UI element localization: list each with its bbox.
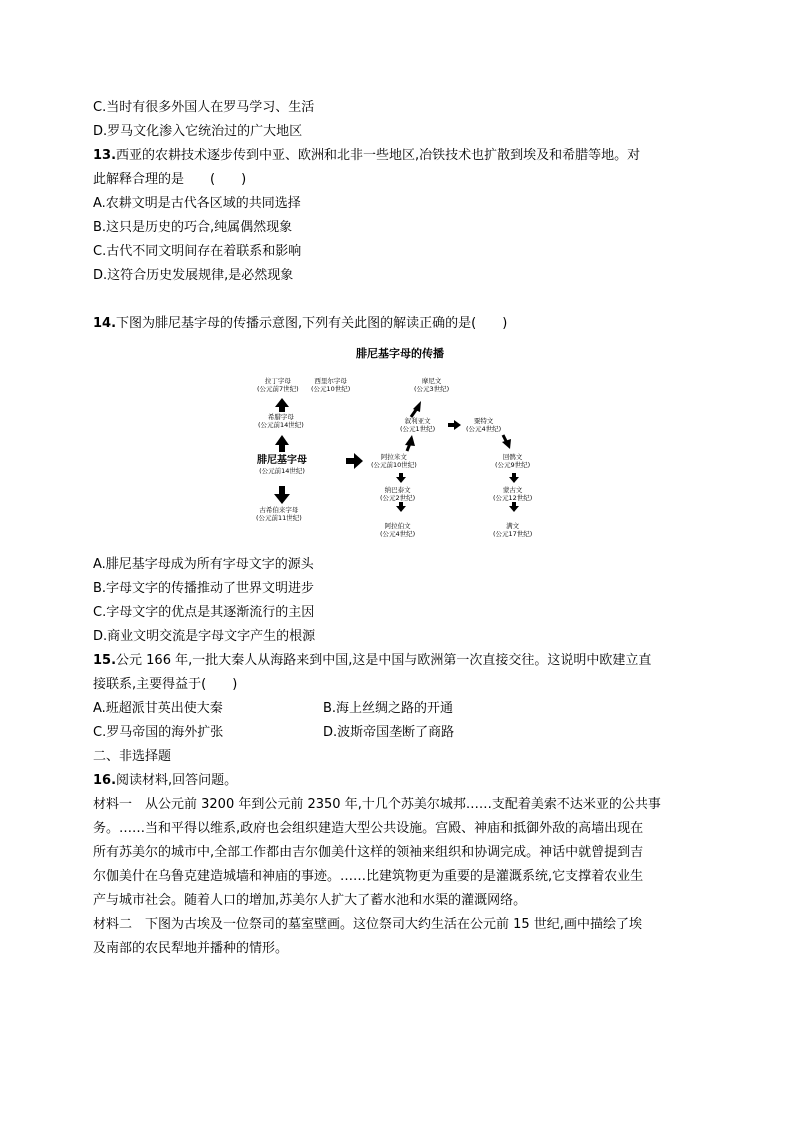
- arrow-to-aramaic-shaft: [346, 458, 355, 464]
- arrow-to-latin: [275, 398, 289, 407]
- arrow-to-aramaic: [354, 453, 363, 469]
- node-manchu: 满文 (公元17世纪): [493, 522, 533, 538]
- arrow-to-sogdian-shaft: [448, 423, 455, 427]
- q15-stem-text: 公元 166 年,一批大秦人从海路来到中国,这是中国与欧洲第一次直接交往。这说明中欧建立直: [116, 653, 652, 668]
- q14-option-a: A.腓尼基字母成为所有字母文字的源头: [93, 557, 314, 572]
- arrow-to-nabataean: [396, 477, 406, 483]
- q16-stem-text: 阅读材料,回答问题。: [116, 773, 238, 788]
- node-arabic: 阿拉伯文 (公元4世纪): [380, 522, 416, 538]
- diagram-title: 腓尼基字母的传播: [356, 347, 444, 360]
- q13-number: 13.: [93, 148, 117, 163]
- material-1-line: 尔伽美什在乌鲁克建造城墙和神庙的事迹。……比建筑物更为重要的是灌溉系统,它支撑着农业生: [93, 869, 644, 884]
- arrow-to-mongolian: [509, 477, 519, 483]
- node-nabataean: 纳巴泰文 (公元2世纪): [380, 486, 416, 502]
- node-hebrew: 古希伯来字母 (公元前11世纪): [256, 506, 302, 522]
- arrow-to-hebrew: [274, 494, 290, 504]
- q15-option-d: D.波斯帝国垄断了商路: [323, 725, 455, 740]
- material-1: [93, 793, 700, 913]
- arrow-to-greek-shaft: [279, 444, 285, 452]
- arrow-to-arabic: [396, 506, 406, 512]
- node-mongolian: 蒙古文 (公元12世纪): [493, 486, 533, 502]
- material-1-line: 务。……当和平得以维系,政府也会组织建造大型公共设施。宫殿、神庙和抵御外敌的高墙出现在: [93, 821, 644, 836]
- material-1-line: 产与城市社会。随着人口的增加,苏美尔人扩大了蓄水池和水渠的灌溉网络。: [93, 893, 527, 908]
- arrow-to-uyghur: [502, 439, 511, 449]
- q12-option-d: D.罗马文化渗入它统治过的广大地区: [93, 124, 303, 139]
- arrow-to-greek: [275, 435, 289, 445]
- node-sogdian: 粟特文 (公元4世纪): [466, 417, 502, 433]
- arrow-to-sogdian: [454, 420, 461, 430]
- material-2-line: 材料二 下图为古埃及一位祭司的墓室壁画。这位祭司大约生活在公元前 15 世纪,画中描绘了埃: [93, 917, 642, 932]
- q15-number: 15.: [93, 653, 117, 668]
- material-2: [93, 913, 700, 961]
- arrow-to-latin-shaft: [279, 406, 285, 412]
- node-uyghur: 回鹘文 (公元9世纪): [495, 453, 531, 469]
- q15-stem-line1: [93, 649, 651, 673]
- node-cyrillic: 西里尔字母 (公元10世纪): [311, 377, 351, 393]
- q14-stem-text: 下图为腓尼基字母的传播示意图,下列有关此图的解读正确的是( ): [116, 316, 508, 331]
- q14-number: 14.: [93, 316, 117, 331]
- q14-option-c: C.字母文字的优点是其逐渐流行的主因: [93, 605, 315, 620]
- q16-stem: [93, 769, 237, 793]
- q14-option-b: B.字母文字的传播推动了世界文明进步: [93, 581, 315, 596]
- q15-option-b: B.海上丝绸之路的开通: [323, 701, 454, 716]
- node-aramaic: 阿拉米文 (公元前10世纪): [371, 453, 417, 469]
- alphabet-spread-diagram: [255, 345, 545, 545]
- q13-stem-line2: 此解释合理的是 ( ): [93, 172, 247, 187]
- node-phoenician: 腓尼基字母 (公元前14世纪): [257, 455, 307, 475]
- q13-option-a: A.农耕文明是古代各区域的共同选择: [93, 196, 301, 211]
- q13-option-c: C.古代不同文明间存在着联系和影响: [93, 244, 302, 259]
- node-syriac: 叙利亚文 (公元1世纪): [400, 417, 436, 433]
- q12-option-c: C.当时有很多外国人在罗马学习、生活: [93, 100, 315, 115]
- material-1-line: 所有苏美尔的城市中,全部工作都由吉尔伽美什这样的领袖来组织和协调完成。神话中就曾提到吉: [93, 845, 644, 860]
- q13-option-d: D.这符合历史发展规律,是必然现象: [93, 268, 294, 283]
- section-heading: 二、非选择题: [93, 749, 172, 764]
- node-latin: 拉丁字母 (公元前7世纪): [257, 377, 299, 393]
- q16-number: 16.: [93, 773, 117, 788]
- q13-stem-text: 西亚的农耕技术逐步传到中亚、欧洲和北非一些地区,冶铁技术也扩散到埃及和希腊等地。对: [116, 148, 641, 163]
- q14-stem: [93, 312, 507, 336]
- q15-option-c: C.罗马帝国的海外扩张: [93, 725, 224, 740]
- arrow-to-hebrew-shaft: [279, 486, 285, 495]
- node-greek: 希腊字母 (公元前14世纪): [258, 413, 304, 429]
- q15-stem-line2: 接联系,主要得益于( ): [93, 677, 238, 692]
- arrow-to-manchu: [509, 506, 519, 512]
- material-2-line: 及南部的农民犁地并播种的情形。: [93, 941, 289, 956]
- q13-stem-line1: [93, 144, 640, 168]
- q13-option-b: B.这只是历史的巧合,纯属偶然现象: [93, 220, 293, 235]
- material-1-line: 材料一 从公元前 3200 年到公元前 2350 年,十几个苏美尔城邦……支配着美索不达米亚的公共事: [93, 797, 661, 812]
- node-manichaean: 摩尼文 (公元3世纪): [414, 377, 450, 393]
- q15-option-a: A.班超派甘英出使大秦: [93, 701, 223, 716]
- q14-option-d: D.商业文明交流是字母文字产生的根源: [93, 629, 316, 644]
